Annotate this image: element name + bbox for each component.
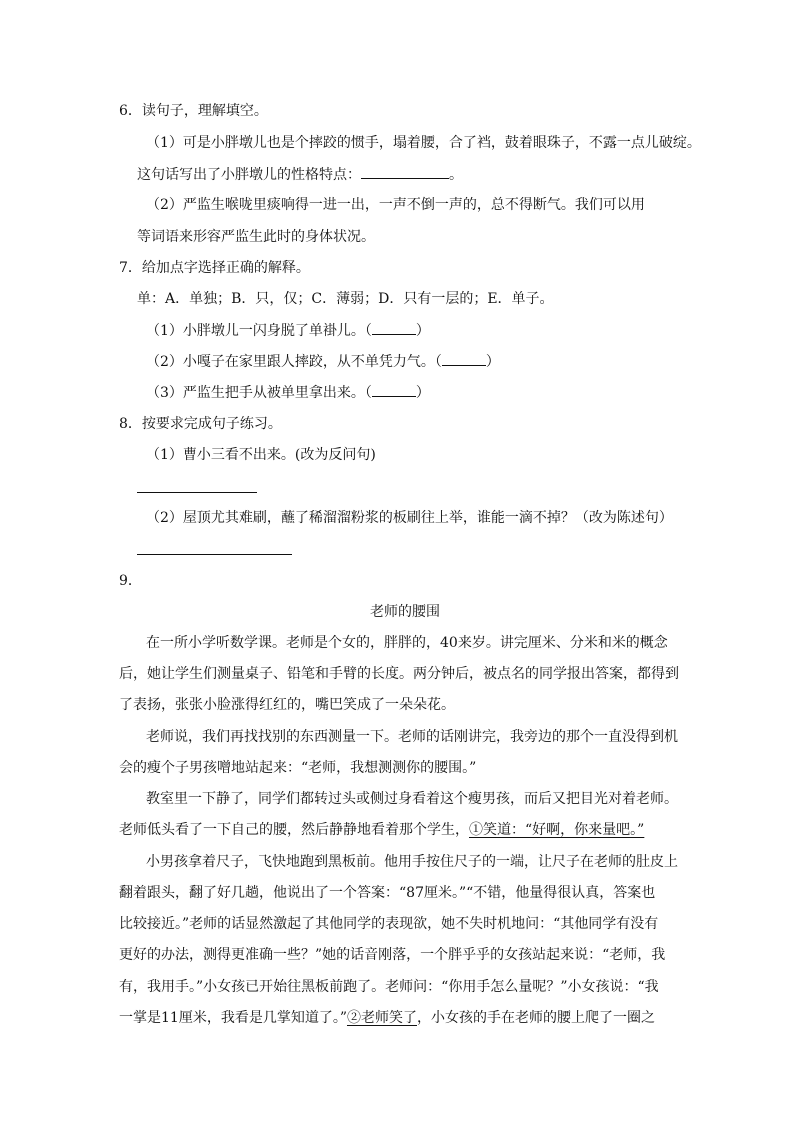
q6-part2-text-cont: 等词语来形容严监生此时的身体状况。: [137, 229, 375, 245]
q8-item-1-answer-line[interactable]: [137, 491, 257, 493]
q7-options: 单：A．单独；B．只，仅；C．薄弱；D．只有一层的；E．单子。: [137, 291, 554, 307]
q6-part1-prompt-text: 这句话写出了小胖墩儿的性格特点：: [137, 167, 361, 183]
q7-item-2: [146, 351, 500, 372]
passage-line: 更好的办法，测得更准确一些？”她的话音刚落，一个胖乎乎的女孩站起来说：“老师，我: [119, 947, 666, 963]
q6-part1-text: （1）可是小胖墩儿也是个摔跤的惯手，塌着腰，合了裆，鼓着眼珠子，不露一点儿破绽。: [146, 135, 701, 151]
q7-item-2-text: （2）小嘎子在家里跟人摔跤，从不单凭力气。（: [146, 354, 442, 370]
q6-part1-prompt-end: 。: [449, 167, 463, 183]
passage-line: 教室里一下静了，同学们都转过头或侧过身看着这个瘦男孩，而后又把目光对着老师。: [146, 791, 678, 807]
q6-answer-blank[interactable]: [361, 164, 449, 179]
passage-line: 小男孩拿着尺子，飞快地跑到黑板前。他用手按住尺子的一端，让尺子在老师的肚皮上: [146, 854, 678, 870]
passage-line: 翻着跟头，翻了好几趟，他说出了一个答案：“87厘米。”“不错，他量得很认真，答案也: [119, 885, 656, 901]
underlined-sentence-2: ②老师笑了: [346, 1010, 417, 1026]
q7-item-3-close: ）: [415, 385, 430, 401]
q7-item-1-text: （1）小胖墩儿一闪身脱了单褂儿。（: [146, 323, 372, 339]
q6-heading: 6．读句子，理解填空。: [119, 103, 268, 119]
q8-item-2-answer-line[interactable]: [137, 553, 292, 555]
q7-item-1-blank[interactable]: [372, 320, 416, 335]
q6-part1-prompt: [137, 164, 463, 185]
q9-number: 9．: [119, 573, 142, 589]
q8-item-1: （1）曹小三看不出来。(改为反问句): [146, 447, 376, 463]
q7-heading: 7．给加点字选择正确的解释。: [119, 260, 310, 276]
passage-text: 老师低头看了一下自己的腰，然后静静地看着那个学生，: [119, 822, 469, 838]
underlined-sentence-1: ①笑道：“好啊，你来量吧。”: [469, 822, 645, 838]
passage-text: 一掌是11厘米，我看是几掌知道了。”: [119, 1010, 347, 1026]
q7-item-3-text: （3）严监生把手从被单里拿出来。（: [146, 385, 372, 401]
q8-item-2: （2）屋顶尤其难刷，蘸了稀溜溜粉浆的板刷往上举，谁能一滴不掉？（改为陈述句）: [146, 510, 673, 526]
passage-line: [119, 1008, 655, 1028]
passage-line: 会的瘦个子男孩噌地站起来：“老师，我想测测你的腰围。”: [119, 760, 477, 776]
passage-title: 老师的腰围: [370, 604, 440, 620]
passage-line: 有，我用手。”小女孩已开始往黑板前跑了。老师问：“你用手怎么量呢？”小女孩说：“我: [119, 979, 659, 995]
passage-line: 比较接近。”老师的话显然激起了其他同学的表现欲，她不失时机地问：“其他同学有没有: [119, 916, 659, 932]
q7-item-3: [146, 382, 430, 403]
q7-item-2-close: ）: [485, 354, 500, 370]
passage-line: 了表扬，张张小脸涨得红红的，嘴巴笑成了一朵朵花。: [119, 697, 455, 713]
q6-part2-text: （2）严监生喉咙里痰响得一进一出，一声不倒一声的，总不得断气。我们可以用: [146, 197, 645, 213]
q7-item-3-blank[interactable]: [372, 382, 416, 397]
q7-item-1-close: ）: [415, 323, 430, 339]
passage-line: [119, 820, 644, 840]
passage-line: 在一所小学听数学课。老师是个女的，胖胖的，40来岁。讲完厘米、分米和米的概念: [146, 635, 668, 651]
q7-item-1: [146, 320, 430, 341]
passage-line: 后，她让学生们测量桌子、铅笔和手臂的长度。两分钟后，被点名的同学报出答案，都得到: [119, 666, 679, 682]
passage-text: ，小女孩的手在老师的腰上爬了一圈之: [416, 1010, 655, 1026]
passage-line: 老师说，我们再找找别的东西测量一下。老师的话刚讲完，我旁边的那个一直没得到机: [146, 729, 678, 745]
q7-item-2-blank[interactable]: [442, 351, 486, 366]
q8-heading: 8．按要求完成句子练习。: [119, 416, 282, 432]
